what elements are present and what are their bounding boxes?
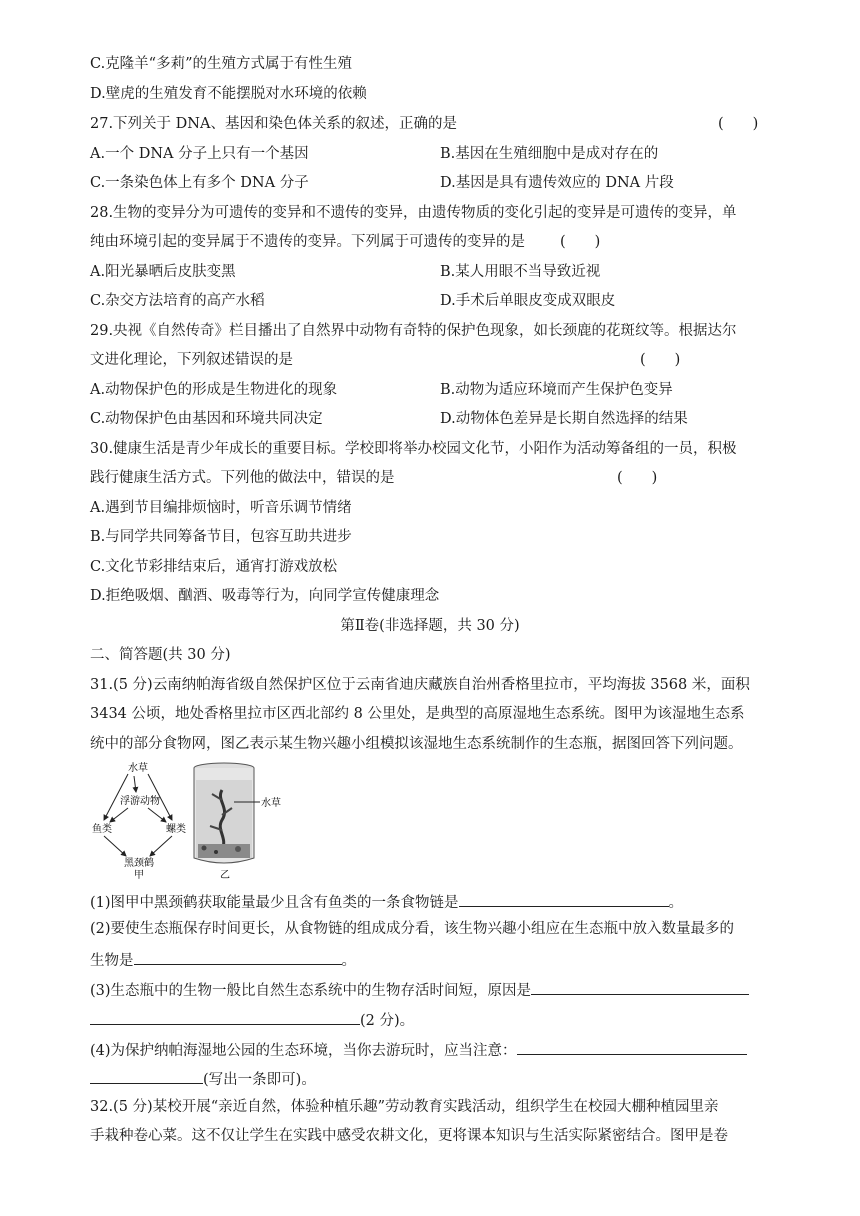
node-luolei: 螺类 [166,824,186,835]
arrow-fuyou-yulei [110,808,128,822]
arrow-luolei-heijinghe [150,836,172,856]
q29-option-d: D.动物体色差异是长期自然选择的结果 [440,411,688,427]
q31-sub2-end: 。 [341,953,356,969]
q28-stem-line2: 纯由环境引起的变异属于不遗传的变异。下列属于可遗传的变异的是 [90,234,525,250]
figure-caption-yi: 乙 [220,870,230,880]
q27-option-d: D.基因是具有遗传效应的 DNA 片段 [440,175,674,191]
q27-answer-paren: ( ) [718,116,759,132]
q28-answer-paren: ( ) [560,234,601,250]
q28-stem-line1: 28.生物的变异分为可遗传的变异和不遗传的变异，由遗传物质的变化引起的变异是可遗传的变异，单 [90,205,737,221]
q29-option-a: A.动物保护色的形成是生物进化的现象 [90,382,338,398]
q26-option-d: D.壁虎的生殖发育不能摆脱对水环境的依赖 [90,86,367,102]
q31-sub4-line1 [90,1038,747,1061]
arrow-shuicao-fuyou [134,776,136,792]
q30-answer-paren: ( ) [617,470,658,486]
q28-option-a: A.阳光暴晒后皮肤变黑 [90,264,236,280]
q27-option-b: B.基因在生殖细胞中是成对存在的 [440,146,659,162]
q30-option-c: C.文化节彩排结束后，通宵打游戏放松 [90,559,338,575]
q30-option-d: D.拒绝吸烟、酗酒、吸毒等行为，向同学宣传健康理念 [90,588,440,604]
q29-stem-line1: 29.央视《自然传奇》栏目播出了自然界中动物有奇特的保护色现象，如长颈鹿的花斑纹等。根据达尔 [90,323,737,339]
q30-option-b: B.与同学共同筹备节目，包容互助共进步 [90,529,352,545]
q31-sub1-text: (1)图甲中黑颈鹤获取能量最少且含有鱼类的一条食物链是 [90,895,459,911]
node-yulei: 鱼类 [92,824,112,835]
q29-option-c: C.动物保护色由基因和环境共同决定 [90,411,323,427]
q31-sub1-blank[interactable] [459,890,669,907]
q31-sub1 [90,890,683,913]
q31-sub3-end: (2 分)。 [360,1013,415,1029]
q29-answer-paren: ( ) [640,352,681,368]
q31-sub2-blank[interactable] [134,948,342,965]
q28-option-b: B.某人用眼不当导致近视 [440,264,601,280]
q31-sub3-line1 [90,978,749,1001]
food-web-figure [90,760,190,880]
q31-sub4-blank-2[interactable] [90,1067,203,1084]
q28-option-c: C.杂交方法培育的高产水稻 [90,293,265,309]
part-2-heading: 二、简答题(共 30 分) [90,647,231,663]
figure-caption-jia: 甲 [134,870,144,880]
q31-sub2-text: 生物是 [90,953,134,969]
q31-sub4-line2 [90,1067,316,1090]
q27-option-c: C.一条染色体上有多个 DNA 分子 [90,175,309,191]
q30-stem-line2: 践行健康生活方式。下列他的做法中，错误的是 [90,470,395,486]
q31-sub2-line2 [90,948,356,971]
q31-sub4-text: (4)为保护纳帕海湿地公园的生态环境，当你去游玩时，应当注意： [90,1043,517,1059]
bottle-gravel [198,844,250,858]
q31-sub4-end: (写出一条即可)。 [203,1072,316,1088]
q31-stem-line1: 31.(5 分)云南纳帕海省级自然保护区位于云南省迪庆藏族自治州香格里拉市，平均海拔 3568 米，面积 [90,677,750,693]
gravel-stone [235,846,241,852]
gravel-stone [202,846,207,851]
eco-bottle-figure [186,760,286,880]
q29-stem-line2: 文进化理论，下列叙述错误的是 [90,352,293,368]
q30-stem-line1: 30.健康生活是青少年成长的重要目标。学校即将举办校园文化节，小阳作为活动筹备组的一员，积极 [90,441,737,457]
section-2-title: 第Ⅱ卷(非选择题，共 30 分) [340,618,520,634]
q31-sub3-blank-2[interactable] [90,1008,360,1025]
q31-sub4-blank-1[interactable] [517,1038,747,1055]
q29-option-b: B.动物为适应环境而产生保护色变异 [440,382,673,398]
arrow-yulei-heijinghe [104,836,126,856]
q26-option-c: C.克隆羊“多莉”的生殖方式属于有性生殖 [90,56,353,72]
q31-stem-line3: 统中的部分食物网，图乙表示某生物兴趣小组模拟该湿地生态系统制作的生态瓶，据图回答下列问题。 [90,736,743,752]
node-heijinghe: 黑颈鹤 [124,858,154,869]
q31-sub3-text: (3)生态瓶中的生物一般比自然生态系统中的生物存活时间短，原因是 [90,983,532,999]
q28-option-d: D.手术后单眼皮变成双眼皮 [440,293,616,309]
q31-sub3-line2 [90,1008,414,1031]
q32-stem-line2: 手栽种卷心菜。这不仅让学生在实践中感受农耕文化，更将课本知识与生活实际紧密结合。图甲是卷 [90,1128,728,1144]
q31-sub3-blank-1[interactable] [531,978,749,995]
label-shuicao: 水草 [261,798,281,809]
q27-option-a: A.一个 DNA 分子上只有一个基因 [90,146,309,162]
node-fuyou: 浮游动物 [120,796,160,807]
q31-sub2-line1: (2)要使生态瓶保存时间更长，从食物链的组成成分看，该生物兴趣小组应在生态瓶中放入数量最多的 [90,921,735,937]
q27-stem: 27.下列关于 DNA、基因和染色体关系的叙述，正确的是 [90,116,457,132]
gravel-stone [214,850,218,854]
q31-sub1-end: 。 [668,895,684,911]
q32-stem-line1: 32.(5 分)某校开展“亲近自然，体验种植乐趣”劳动教育实践活动，组织学生在校园大棚种植园里亲 [90,1099,719,1115]
q31-stem-line2: 3434 公顷，地处香格里拉市区西北部约 8 公里处，是典型的高原湿地生态系统。图甲为该湿地生态系 [90,706,745,722]
arrow-fuyou-luolei [148,808,166,822]
node-shuicao: 水草 [128,763,148,774]
q30-option-a: A.遇到节目编排烦恼时，听音乐调节情绪 [90,500,352,516]
